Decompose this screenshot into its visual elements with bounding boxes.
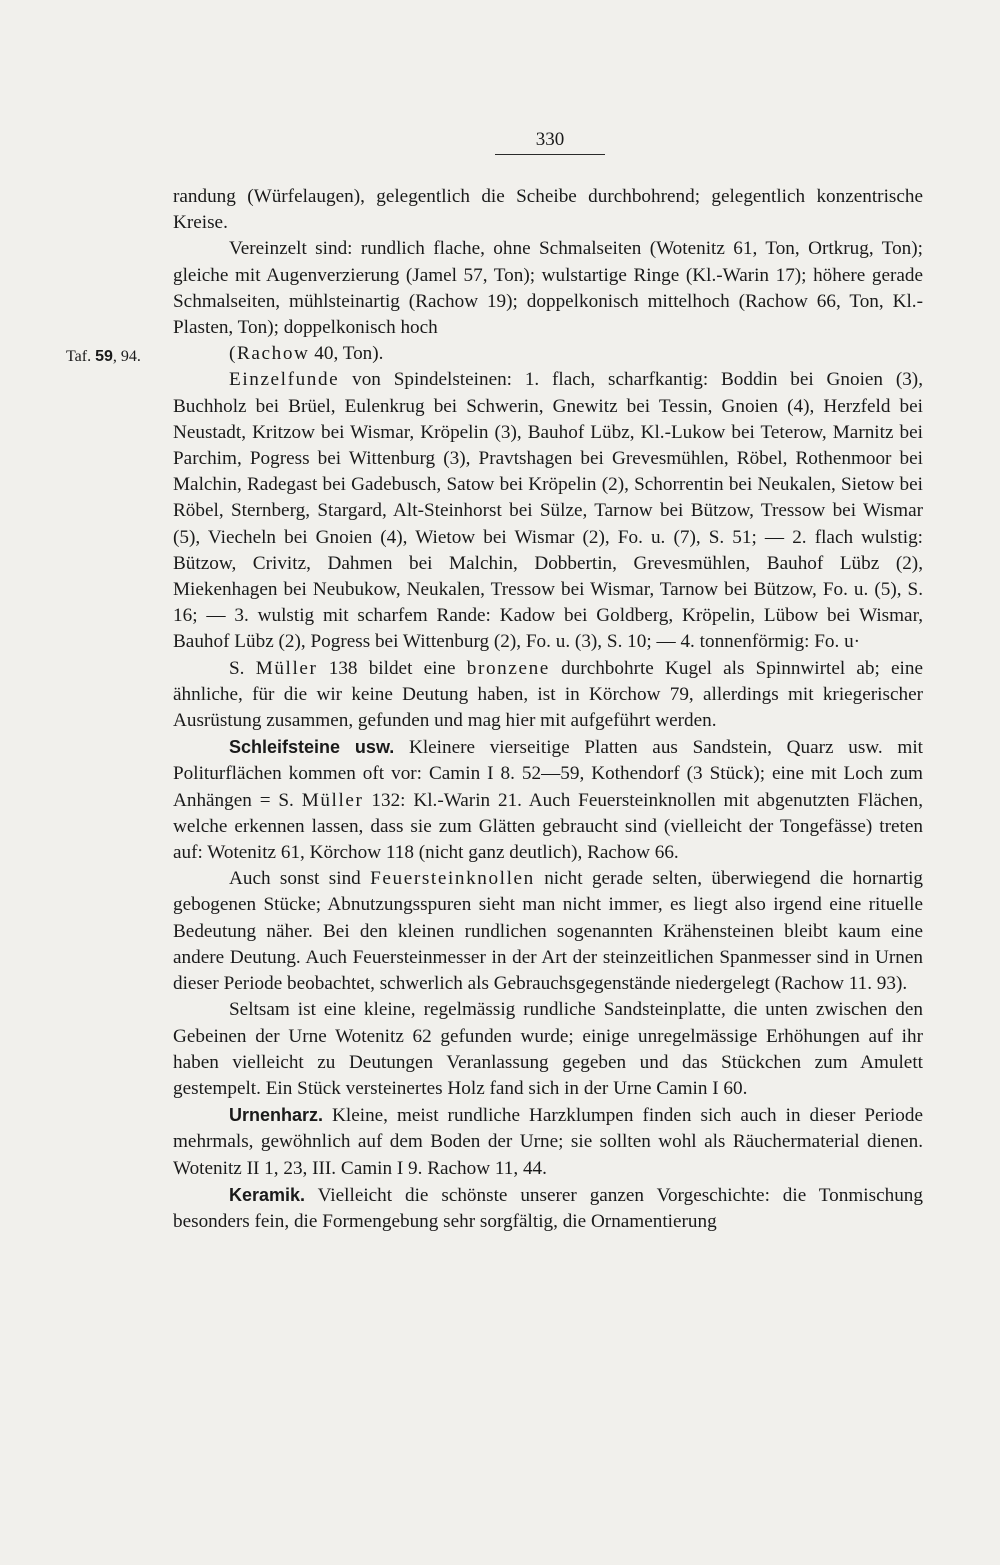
- paragraph-4-word: bronzene: [466, 657, 550, 679]
- paragraph-7-text: Seltsam ist eine kleine, regelmässig rundliche Sandsteinplatte, die unten zwischen den Gebeinen der Urne Wotenitz 62 gefunden wurde; einige unregelmässige Erhöhungen auf ihr haben vielleicht zu Deutungen Veranlassung gegeben und das Stückchen zum Amulett gestempelt. Ein Stück versteinertes Holz fand sich in der Urne Camin I 60.: [173, 999, 923, 1099]
- body-text: [173, 184, 923, 1235]
- paragraph-8-text: Kleine, meist rundliche Harzklumpen finden sich auch in dieser Periode mehrmals, gewöhnlich auf dem Boden der Urne; sie sollten wohl als Räuchermaterial dienen. Wotenitz II 1, 23, III. Camin I 9. Rachow 11, 44.: [173, 1105, 923, 1179]
- paragraph-5: [173, 734, 923, 866]
- paragraph-9: [173, 1182, 923, 1235]
- page-number-rule: [495, 154, 605, 155]
- paragraph-1-text: randung (Würfelaugen), gelegentlich die Scheibe durchbohrend; gelegentlich konzentrische Kreise.: [173, 186, 923, 234]
- margin-note-plate-number: 59: [95, 348, 113, 365]
- margin-note-suffix: , 94.: [112, 348, 141, 365]
- paragraph-5-text-1: Kleinere vierseitige Platten aus Sandstein, Quarz usw. mit Politurflächen kommen oft vor: Camin I 8. 52—59, Kothendorf (3 Stück); eine mit Loch zum Anhängen = S.: [173, 737, 923, 811]
- paragraph-6-lead: Auch sonst sind: [229, 868, 371, 890]
- paragraph-4-text: durchbohrte Kugel als Spinnwirtel ab; eine ähnliche, für die wir keine Deutung haben, ist in Körchow 79, allerdings mit kriegerischer Ausrüstung zusammen, gefunden und mag hier mit aufgeführt werden.: [173, 657, 923, 732]
- paragraph-9-text: Vielleicht die schönste unserer ganzen Vorgeschichte: die Tonmischung besonders fein, die Formengebung sehr sorgfältig, die Ornamentierung: [173, 1184, 923, 1232]
- paragraph-6-text: nicht gerade selten, überwiegend die hornartig gebogenen Stücke; Abnutzungsspuren sieht man nicht immer, es liegt also irgend eine rituelle Bedeutung näher. Bei den kleinen rundlichen sogenannten Krähensteinen bleibt kaum eine andere Deutung. Auch Feuersteinmesser in der Art der steinzeitlichen Spanmesser sind in Urnen dieser Periode beobachtet, schwerlich als Gebrauchsgegenstände niedergelegt (Rachow 11. 93).: [173, 868, 924, 995]
- paragraph-3-text: von Spindelsteinen: 1. flach, scharfkantig: Boddin bei Gnoien (3), Buchholz bei Brüel, Eulenkrug bei Schwerin, Gnewitz bei Tessin, Gnoien (4), Herzfeld bei Neustadt, Kritzow bei Wismar, Kröpelin (3), Bauhof Lübz, Kl.-Lukow bei Teterow, Marnitz bei Parchim, Pogress bei Wittenburg (3), Pravtshagen bei Grevesmühlen, Röbel, Rothenmoor bei Malchin, Radegast bei Gadebusch, Satow bei Kröpelin (2), Schorrentin bei Neukalen, Sietow bei Röbel, Sternberg, Stargard, Alt-Steinhorst bei Sülze, Tarnow bei Bützow, Tressow bei Wismar (5), Viecheln bei Gnoien (4), Wietow bei Wismar (2), Fo. u. (7), S. 51; — 2. flach wulstig: Bützow, Crivitz, Dahmen bei Malchin, Dobbertin, Grevesmühlen, Bauhof Lübz (2), Miekenhagen bei Neubukow, Neukalen, Tressow bei Wismar, Tarnow bei Bützow, Fo. u. (5), S. 16; — 3. wulstig mit scharfem Rande: Kadow bei Goldberg, Kröpelin, Lübow bei Wismar, Bauhof Lübz (2), Pogress bei Wittenburg (2), Fo. u. (3), S. 10; — 4. tonnenförmig: Fo. u·: [173, 369, 923, 653]
- paragraph-7: [173, 997, 923, 1102]
- heading-schleifsteine: Schleifsteine usw.: [229, 737, 395, 758]
- paragraph-6-word: Feuersteinknollen: [370, 868, 535, 890]
- paragraph-2-text: Vereinzelt sind: rundlich flache, ohne Schmalseiten (Wotenitz 61, Ton, Ortkrug, Ton); gleiche mit Augenverzierung (Jamel 57, Ton); wulstartige Ringe (Kl.-Warin 17); höhere gerade Schmalseiten, mühlsteinartig (Rachow 19); doppelkonisch mittelhoch (Rachow 66, Ton, Kl.-Plasten, Ton); doppelkonisch hoch: [173, 238, 923, 339]
- paragraph-2-spaced: (Rachow: [229, 343, 310, 365]
- paragraph-8: [173, 1102, 923, 1182]
- heading-keramik: Keramik.: [229, 1184, 306, 1205]
- paragraph-3-lead: Einzelfunde: [229, 369, 340, 391]
- paragraph-3: [173, 367, 923, 655]
- paragraph-4: [173, 656, 923, 735]
- margin-note-prefix: Taf.: [66, 348, 96, 365]
- paragraph-5-text-2: 132: Kl.-Warin 21. Auch Feuersteinknollen mit abgenutzten Flächen, welche erkennen lassen, dass sie zum Glätten gebraucht sind (vielleicht der Tongefässe) treten auf: Wotenitz 61, Körchow 118 (nicht ganz deutlich), Rachow 66.: [173, 789, 923, 864]
- paragraph-4-mid: 138 bildet eine: [317, 657, 467, 679]
- page-number: 330: [535, 129, 565, 150]
- paragraph-1: [173, 184, 923, 236]
- paragraph-2: [173, 236, 923, 367]
- paragraph-4-lead: S.: [229, 657, 256, 679]
- margin-plate-reference: [66, 344, 141, 370]
- heading-urnenharz: Urnenharz.: [229, 1105, 324, 1126]
- paragraph-4-name: Müller: [255, 657, 318, 679]
- paragraph-5-name: Müller: [301, 789, 364, 811]
- paragraph-6: [173, 866, 923, 997]
- paragraph-2-rest: 40, Ton).: [309, 343, 384, 365]
